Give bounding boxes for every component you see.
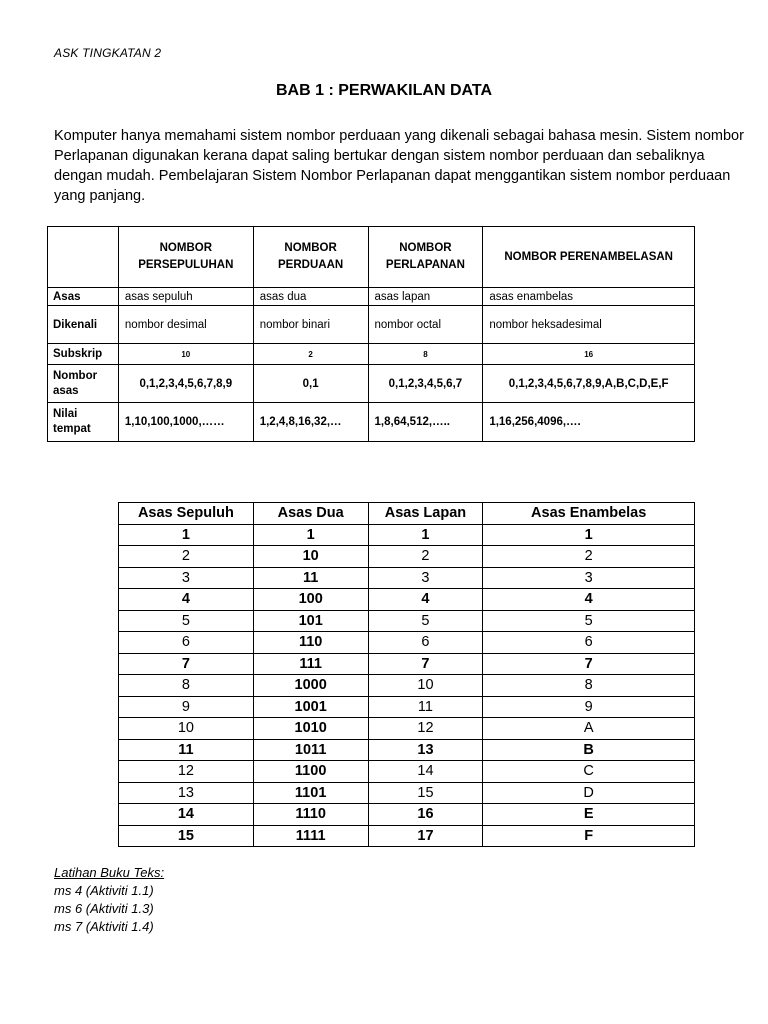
table-cell: 1001: [253, 696, 368, 718]
exercise-title: Latihan Buku Teks:: [54, 865, 165, 880]
table-cell: 1: [368, 524, 483, 546]
table-cell: 0,1,2,3,4,5,6,7: [368, 365, 483, 403]
table-cell: 10: [118, 344, 253, 365]
number-system-comparison-table: [47, 226, 695, 442]
table-row: [119, 804, 695, 826]
exercise-list: [54, 864, 164, 936]
table-cell: 3: [483, 567, 695, 589]
table-cell: 1111: [253, 825, 368, 847]
row-label: Asas: [48, 288, 119, 306]
table-cell: 16: [483, 344, 695, 365]
table-row: [119, 739, 695, 761]
table-cell: 1010: [253, 718, 368, 740]
table-cell: asas enambelas: [483, 288, 695, 306]
header-perenambelasan: NOMBOR PERENAMBELASAN: [483, 227, 695, 288]
table-cell: 9: [483, 696, 695, 718]
table-cell: A: [483, 718, 695, 740]
table-cell: nombor binari: [253, 306, 368, 344]
table-header-row: [119, 503, 695, 525]
header-perduaan: NOMBOR PERDUAAN: [253, 227, 368, 288]
header-perlapanan: NOMBOR PERLAPANAN: [368, 227, 483, 288]
table-cell: 15: [119, 825, 254, 847]
table-row: [119, 782, 695, 804]
header-asas-lapan: Asas Lapan: [368, 503, 483, 525]
table-cell: asas sepuluh: [118, 288, 253, 306]
table-cell: nombor octal: [368, 306, 483, 344]
table-row: [119, 610, 695, 632]
row-label: Subskrip: [48, 344, 119, 365]
table-cell: 100: [253, 589, 368, 611]
table-cell: 2: [119, 546, 254, 568]
table-cell: 1: [483, 524, 695, 546]
table-cell: 11: [119, 739, 254, 761]
table-row: [119, 761, 695, 783]
header-asas-sepuluh: Asas Sepuluh: [119, 503, 254, 525]
row-label: Nombor asas: [48, 365, 119, 403]
table-cell: 1100: [253, 761, 368, 783]
header-note: ASK TINGKATAN 2: [54, 46, 162, 60]
row-label: Dikenali: [48, 306, 119, 344]
table-row: [119, 567, 695, 589]
table-cell: 2: [483, 546, 695, 568]
table-cell: nombor heksadesimal: [483, 306, 695, 344]
table-cell: 1110: [253, 804, 368, 826]
table-cell: C: [483, 761, 695, 783]
table-cell: 5: [483, 610, 695, 632]
table-cell: 12: [368, 718, 483, 740]
table-row-nilai-tempat: [48, 403, 695, 442]
exercise-item: ms 7 (Aktiviti 1.4): [54, 919, 154, 934]
intro-paragraph: Komputer hanya memahami sistem nombor perduaan yang dikenali sebagai bahasa mesin. Sistem nombor Perlapanan digunakan kerana dapat saling bertukar dengan sistem nombor perduaan dan sebaliknya dengan mudah. Pembelajaran Sistem Nombor Perlapanan dapat menggantikan sistem nombor perduaan yang panjang.: [54, 128, 744, 204]
table-cell: D: [483, 782, 695, 804]
table-cell: 1,8,64,512,…..: [368, 403, 483, 442]
table-cell: 1,2,4,8,16,32,…: [253, 403, 368, 442]
table-row: [119, 589, 695, 611]
exercise-item: ms 6 (Aktiviti 1.3): [54, 901, 154, 916]
table-row: [119, 696, 695, 718]
table-cell: 0,1: [253, 365, 368, 403]
number-conversion-table: [118, 502, 695, 847]
table-cell: 111: [253, 653, 368, 675]
table-row: [119, 653, 695, 675]
table-cell: 8: [483, 675, 695, 697]
row-label: Nilai tempat: [48, 403, 119, 442]
table-row: [119, 524, 695, 546]
table-cell: 0,1,2,3,4,5,6,7,8,9,A,B,C,D,E,F: [483, 365, 695, 403]
table-row: [119, 546, 695, 568]
table-row: [119, 825, 695, 847]
page-title: BAB 1 : PERWAKILAN DATA: [276, 82, 492, 99]
header-persepuluhan: NOMBOR PERSEPULUHAN: [118, 227, 253, 288]
table-cell: 0,1,2,3,4,5,6,7,8,9: [118, 365, 253, 403]
table-cell: 6: [368, 632, 483, 654]
table-row-subskrip: [48, 344, 695, 365]
table-cell: 1000: [253, 675, 368, 697]
table-cell: 1,16,256,4096,….: [483, 403, 695, 442]
header-asas-dua: Asas Dua: [253, 503, 368, 525]
table-cell: 10: [119, 718, 254, 740]
table-cell: 6: [483, 632, 695, 654]
header-asas-enambelas: Asas Enambelas: [483, 503, 695, 525]
table-cell: 7: [483, 653, 695, 675]
table-cell: 13: [368, 739, 483, 761]
table-cell: 3: [119, 567, 254, 589]
table-cell: 4: [368, 589, 483, 611]
table-cell: 13: [119, 782, 254, 804]
table-cell: 7: [119, 653, 254, 675]
table-cell: 5: [368, 610, 483, 632]
table-cell: 3: [368, 567, 483, 589]
table-cell: 12: [119, 761, 254, 783]
table-cell: 1011: [253, 739, 368, 761]
table-cell: 11: [368, 696, 483, 718]
table-cell: 14: [368, 761, 483, 783]
table-cell: 4: [119, 589, 254, 611]
table-cell: 15: [368, 782, 483, 804]
table-header-row: [48, 227, 695, 288]
table-cell: asas dua: [253, 288, 368, 306]
table-cell: 8: [368, 344, 483, 365]
table-cell: 17: [368, 825, 483, 847]
table-cell: 1: [119, 524, 254, 546]
table-cell: 2: [253, 344, 368, 365]
table-cell: 14: [119, 804, 254, 826]
table-cell: F: [483, 825, 695, 847]
table-cell: asas lapan: [368, 288, 483, 306]
table-cell: 4: [483, 589, 695, 611]
conversion-table-body: [119, 524, 695, 847]
table-row-nombor-asas: [48, 365, 695, 403]
table-cell: 1101: [253, 782, 368, 804]
table-cell: 11: [253, 567, 368, 589]
table-cell: 10: [368, 675, 483, 697]
table-cell: 110: [253, 632, 368, 654]
table-cell: 1: [253, 524, 368, 546]
table-row-dikenali: [48, 306, 695, 344]
table-cell: 101: [253, 610, 368, 632]
header-empty-cell: [48, 227, 119, 288]
table-cell: 10: [253, 546, 368, 568]
table-cell: 2: [368, 546, 483, 568]
table-cell: E: [483, 804, 695, 826]
table-row: [119, 675, 695, 697]
exercise-item: ms 4 (Aktiviti 1.1): [54, 883, 154, 898]
table-row: [119, 632, 695, 654]
table-cell: 6: [119, 632, 254, 654]
table-cell: B: [483, 739, 695, 761]
table-cell: 9: [119, 696, 254, 718]
table-row: [119, 718, 695, 740]
table-cell: nombor desimal: [118, 306, 253, 344]
table-cell: 7: [368, 653, 483, 675]
table-cell: 1,10,100,1000,……: [118, 403, 253, 442]
table-cell: 8: [119, 675, 254, 697]
table-row-asas: [48, 288, 695, 306]
table-cell: 5: [119, 610, 254, 632]
table-cell: 16: [368, 804, 483, 826]
